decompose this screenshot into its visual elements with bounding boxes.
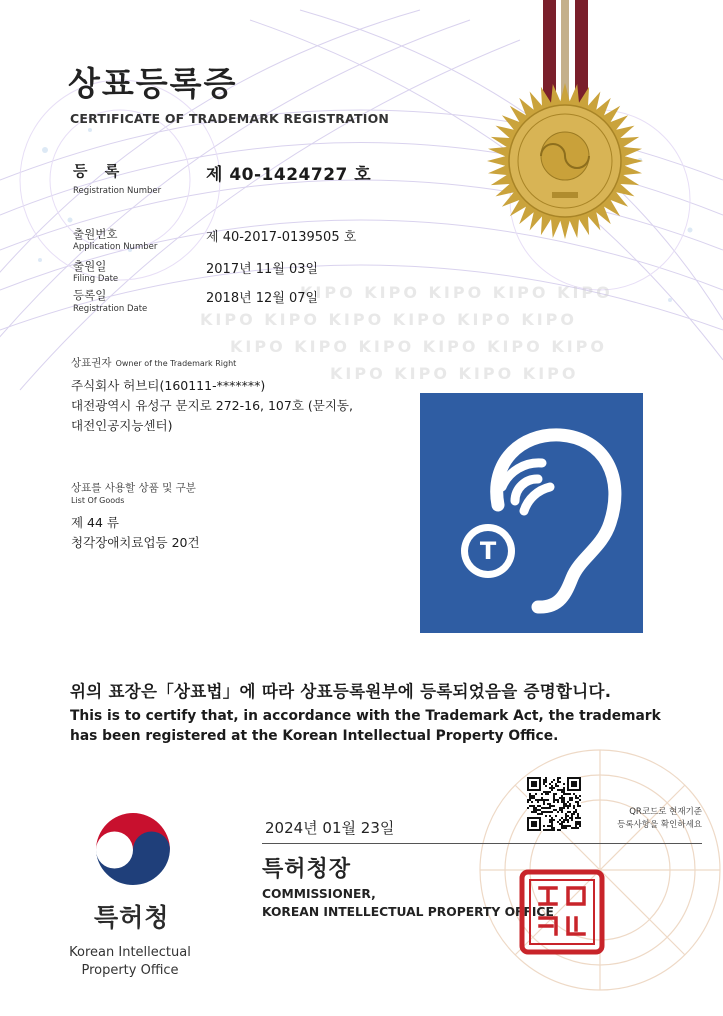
application-label-en: Application Number [73,242,158,252]
qr-code-icon[interactable] [527,777,581,831]
reg-date-label: 등록일 [73,288,107,302]
mark-letter: T [479,537,497,565]
application-label: 출원번호 [73,227,118,241]
commissioner-title: 특허청장 [262,857,352,882]
issuer-name-en-2: Property Office [81,963,179,978]
trademark-image [420,393,643,633]
goods-description: 청각장애치료업등 20건 [71,535,200,550]
issue-date: 2024년 01월 23일 [265,819,395,837]
registration-label: 등 록 [73,162,126,180]
filing-label-en: Filing Date [73,274,119,284]
qr-note-2: 등록사항을 확인하세요 [617,820,702,830]
owner-name: 주식회사 허브티(160111-*******) [71,378,266,393]
application-number: 제 40-2017-0139505 호 [206,230,357,245]
owner-address: 대전광역시 유성구 문지로 272-16, 107호 (문지동, [71,398,353,413]
page-title: 상표등록증 [68,64,238,103]
goods-label-en: List Of Goods [71,496,125,505]
owner-label: 상표권자 Owner of the Trademark Right [71,357,237,369]
goods-class: 제 44 류 [71,515,120,530]
watermark-row: KIPO KIPO KIPO KIPO [330,364,579,383]
watermark-row: KIPO KIPO KIPO KIPO KIPO KIPO [200,310,578,329]
filing-date: 2017년 11월 03일 [206,262,319,277]
goods-label: 상표를 사용할 상품 및 구분 [71,482,196,494]
official-stamp-icon [518,868,606,956]
divider [262,843,702,844]
commissioner-title-en-1: COMMISSIONER, [262,887,376,901]
issuer-name: 특허청 [94,903,170,932]
taegeuk-logo-icon [90,805,176,891]
certification-statement-en-2: has been registered at the Korean Intellectual Property Office. [70,728,559,744]
registration-number: 제 40-1424727 호 [206,165,372,185]
page-subtitle: CERTIFICATE OF TRADEMARK REGISTRATION [70,111,390,126]
commissioner-title-en-2: KOREAN INTELLECTUAL PROPERTY OFFICE [262,905,554,919]
reg-date-label-en: Registration Date [73,304,148,314]
certification-statement-en-1: This is to certify that, in accordance with the Trademark Act, the trademark [70,708,661,724]
ear-sound-logo-icon [420,393,643,633]
gold-seal-icon [486,82,644,240]
certification-statement-ko: 위의 표장은「상표법」에 따라 상표등록원부에 등록되었음을 증명합니다. [70,682,612,701]
registration-label-en: Registration Number [73,186,162,196]
registration-date: 2018년 12월 07일 [206,291,319,306]
owner-address-cont: 대전인공지능센터) [71,418,173,433]
qr-note-1: QR코드로 현재기준 [629,807,702,817]
filing-label: 출원일 [73,259,107,273]
issuer-name-en-1: Korean Intellectual [69,945,191,960]
watermark-row: KIPO KIPO KIPO KIPO KIPO KIPO [230,337,608,356]
watermark-row: KIPO KIPO KIPO KIPO KIPO [300,283,613,302]
